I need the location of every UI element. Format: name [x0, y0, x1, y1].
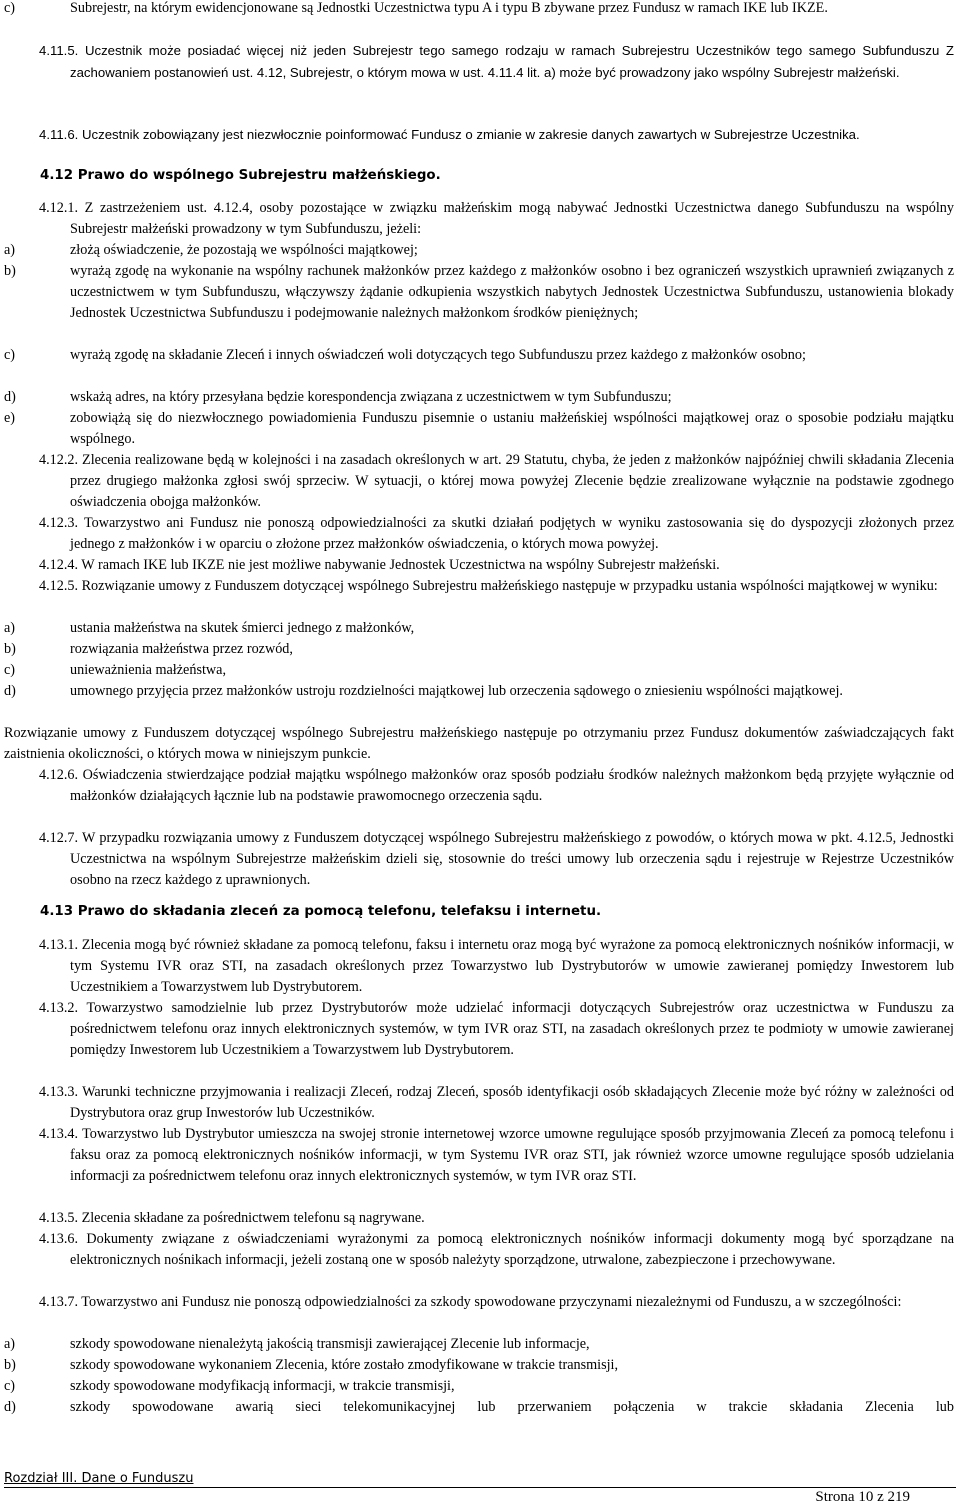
list-item-text: Subrejestr, na którym ewidencjonowane są Jednostki Uczestnictwa typu A i typu B zbywane przez Fundusz w ramach IKE lub IKZE.: [70, 0, 828, 16]
list-item-text: szkody spowodowane modyfikacją informacji, w trakcie transmisji,: [70, 1378, 455, 1394]
list-item-text: ustania małżeństwa na skutek śmierci jednego z małżonków,: [70, 620, 415, 636]
list-item-text: rozwiązania małżeństwa przez rozwód,: [70, 641, 293, 657]
list-item-text: szkody spowodowane wykonaniem Zlecenia, które zostało zmodyfikowane w trakcie transmisji,: [70, 1357, 619, 1373]
list-label: d): [4, 1399, 16, 1415]
paragraph-4-13-3: 4.13.3. Warunki techniczne przyjmowania i realizacji Zleceń, rodzaj Zleceń, sposób identyfikacji osób składających Zlecenie może być różny w zależności od Dystrybutora oraz grup Inwestorów lub Uczestników.: [39, 1084, 954, 1121]
list-label: d): [4, 389, 16, 405]
paragraph-4-11-5: 4.11.5. Uczestnik może posiadać więcej niż jeden Subrejestr tego samego rodzaju w ramach Subrejestru Uczestników tego samego Subfunduszu Z zachowaniem postanowień ust. 4.12, Subrejestr, o którym mowa w ust. 4.11.4 lit. a) może być prowadzony jako wspólny Subrejestr małżeński.: [39, 43, 954, 80]
section-heading-4-12: 4.12 Prawo do wspólnego Subrejestru małżeńskiego.: [40, 168, 441, 183]
paragraph-4-12-7: 4.12.7. W przypadku rozwiązania umowy z Funduszem dotyczącej wspólnego Subrejestru małżeńskiego z powodów, o których mowa w pkt. 4.12.5, Jednostki Uczestnictwa na wspólnym Subrejestrze małżeńskim dzieli się, stosownie do treści umowy lub orzeczenia sądu i rejestruje w Rejestrze Uczestników osobno na rzecz każdego z uprawnionych.: [39, 830, 954, 888]
paragraph-4-12-2: 4.12.2. Zlecenia realizowane będą w kolejności i na zasadach określonych w art. 29 Statutu, chyba, że jeden z małżonków najpóźniej chwili składania Zlecenia przez drugiego małżonka zgłosi swój sprzeciw. W sytuacji, o której mowa powyżej Zlecenie będzie zrealizowane wyłącznie na podstawie zgodnego oświadczenia obojga małżonków.: [39, 452, 954, 510]
list-item-text: zobowiążą się do niezwłocznego powiadomienia Funduszu pisemnie o ustaniu małżeńskiej wspólności majątkowej oraz o sposobie podziału majątku wspólnego.: [70, 410, 954, 447]
paragraph-4-11-6: 4.11.6. Uczestnik zobowiązany jest niezwłocznie poinformować Fundusz o zmianie w zakresie danych zawartych w Subrejestrze Uczestnika.: [39, 127, 860, 142]
paragraph-4-13-5: 4.13.5. Zlecenia składane za pośrednictwem telefonu są nagrywane.: [39, 1210, 425, 1226]
list-item-text: szkody spowodowane nienależytą jakością transmisji zawierającej Zlecenie lub informacje,: [70, 1336, 590, 1352]
paragraph-4-12-1: 4.12.1. Z zastrzeżeniem ust. 4.12.4, osoby pozostające w związku małżeńskim mogą nabywać Jednostki Uczestnictwa danego Subfunduszu na wspólny Subrejestr małżeński prowadzony w tym Subfunduszu, jeżeli:: [39, 200, 954, 237]
list-label: c): [4, 662, 16, 678]
paragraph-4-12-3: 4.12.3. Towarzystwo ani Fundusz nie ponoszą odpowiedzialności za skutki działań podjętych w wyniku zastosowania się do dyspozycji złożonych przez jednego z małżonków i w oparciu o złożone przez małżonków oświadczenia, o których mowa powyżej.: [39, 515, 954, 552]
list-item-text: szkody spowodowane awarią sieci telekomunikacyjnej lub przerwaniem połączenia w trakcie składania Zlecenia lub: [70, 1399, 954, 1415]
list-item-text: umownego przyjęcia przez małżonków ustroju rozdzielności majątkowej lub orzeczenia sądowego o zniesieniu wspólności majątkowej.: [70, 683, 843, 699]
list-item-text: wyrażą zgodę na składanie Zleceń i innych oświadczeń woli dotyczących tego Subfunduszu przez każdego z małżonków osobno;: [70, 347, 806, 363]
list-label: a): [4, 242, 16, 258]
footer-divider: [4, 1487, 956, 1488]
section-heading-4-13: 4.13 Prawo do składania zleceń za pomocą telefonu, telefaksu i internetu.: [40, 904, 602, 919]
list-label: c): [4, 347, 16, 363]
list-item-text: złożą oświadczenie, że pozostają we wspólności majątkowej;: [70, 242, 418, 258]
list-label: b): [4, 641, 16, 657]
paragraph-4-13-1: 4.13.1. Zlecenia mogą być również składane za pomocą telefonu, faksu i internetu oraz mogą być wyrażone za pomocą elektronicznych nośników informacji, w tym Systemu IVR oraz STI, na zasadach określonych przez Towarzystwo lub Dystrybutorów w umowie zawieranej pomiędzy Inwestorem lub Uczestnikiem a Towarzystwem lub Dystrybutorem.: [39, 937, 954, 995]
list-label: d): [4, 683, 16, 699]
list-label: a): [4, 620, 16, 636]
list-label: e): [4, 410, 16, 426]
list-item-text: unieważnienia małżeństwa,: [70, 662, 226, 678]
paragraph-4-13-4: 4.13.4. Towarzystwo lub Dystrybutor umieszcza na swojej stronie internetowej wzorce umowne regulujące sposób przyjmowania Zleceń za pomocą telefonu i faksu oraz za pomocą elektronicznych nośników informacji, w tym Systemu IVR oraz STI, jak również wzorce umowne regulujące sposób udzielania informacji za pośrednictwem telefonu oraz innych elektronicznych systemów, w tym IVR oraz STI.: [39, 1126, 954, 1184]
footer-page-number: Strona 10 z 219: [815, 1489, 910, 1505]
paragraph-4-13-2: 4.13.2. Towarzystwo samodzielnie lub przez Dystrybutorów może udzielać informacji dotyczących Subrejestrów oraz uczestnictwa w Funduszu za pośrednictwem telefonu oraz innych elektronicznych systemów, w tym IVR oraz STI, na zasadach określonych przez te podmioty w umowie zawieranej pomiędzy Inwestorem lub Uczestnikiem a Towarzystwem lub Dystrybutorem.: [39, 1000, 954, 1058]
list-item-text: wskażą adres, na który przesyłana będzie korespondencja związana z uczestnictwem w tym Subfunduszu;: [70, 389, 672, 405]
paragraph-4-13-6: 4.13.6. Dokumenty związane z oświadczeniami wyrażonymi za pomocą elektronicznych nośników informacji dokumenty mogą być sporządzane na elektronicznych nośnikach informacji, jeżeli zostaną one w sposób należyty sporządzone, utrwalone, zabezpieczone i przechowywane.: [39, 1231, 954, 1268]
list-label: b): [4, 263, 16, 279]
list-item-text: wyrażą zgodę na wykonanie na wspólny rachunek małżonków przez każdego z małżonków osobno i bez ograniczeń wszystkich uprawnień związanych z uczestnictwem w tym Subfunduszu, włączywszy żądanie odkupienia wszystkich nabytych Jednostek Uczestnictwa Subfunduszu, ustanowienia blokady Jednostek Uczestnictwa Subfunduszu i podejmowanie należnych małżonkom środków pieniężnych;: [70, 263, 954, 321]
list-label: c): [4, 1378, 16, 1394]
paragraph-4-13-7: 4.13.7. Towarzystwo ani Fundusz nie ponoszą odpowiedzialności za szkody spowodowane przyczynami niezależnymi od Funduszu, a w szczególności:: [39, 1294, 902, 1310]
paragraph-4-12-6: 4.12.6. Oświadczenia stwierdzające podział majątku wspólnego małżonków oraz sposób podziału środków należnych małżonkom będą przyjęte wyłącznie od małżonków działających łącznie lub na podstawie prawomocnego orzeczenia sądu.: [39, 767, 954, 804]
list-label: b): [4, 1357, 16, 1373]
paragraph-4-12-5: 4.12.5. Rozwiązanie umowy z Funduszem dotyczącej wspólnego Subrejestru małżeńskiego następuje w przypadku ustania wspólności majątkowej w wyniku:: [39, 578, 938, 594]
list-label: a): [4, 1336, 16, 1352]
paragraph-4-12-4: 4.12.4. W ramach IKE lub IKZE nie jest możliwe nabywanie Jednostek Uczestnictwa na wspólny Subrejestr małżeński.: [39, 557, 720, 573]
list-label: c): [4, 0, 16, 16]
footer-chapter-title: Rozdział III. Dane o Funduszu: [4, 1471, 194, 1486]
paragraph-termination: Rozwiązanie umowy z Funduszem dotyczącej wspólnego Subrejestru małżeńskiego następuje po otrzymaniu przez Fundusz dokumentów zaświadczających fakt zaistnienia okoliczności, o których mowa w niniejszym punkcie.: [4, 725, 954, 762]
